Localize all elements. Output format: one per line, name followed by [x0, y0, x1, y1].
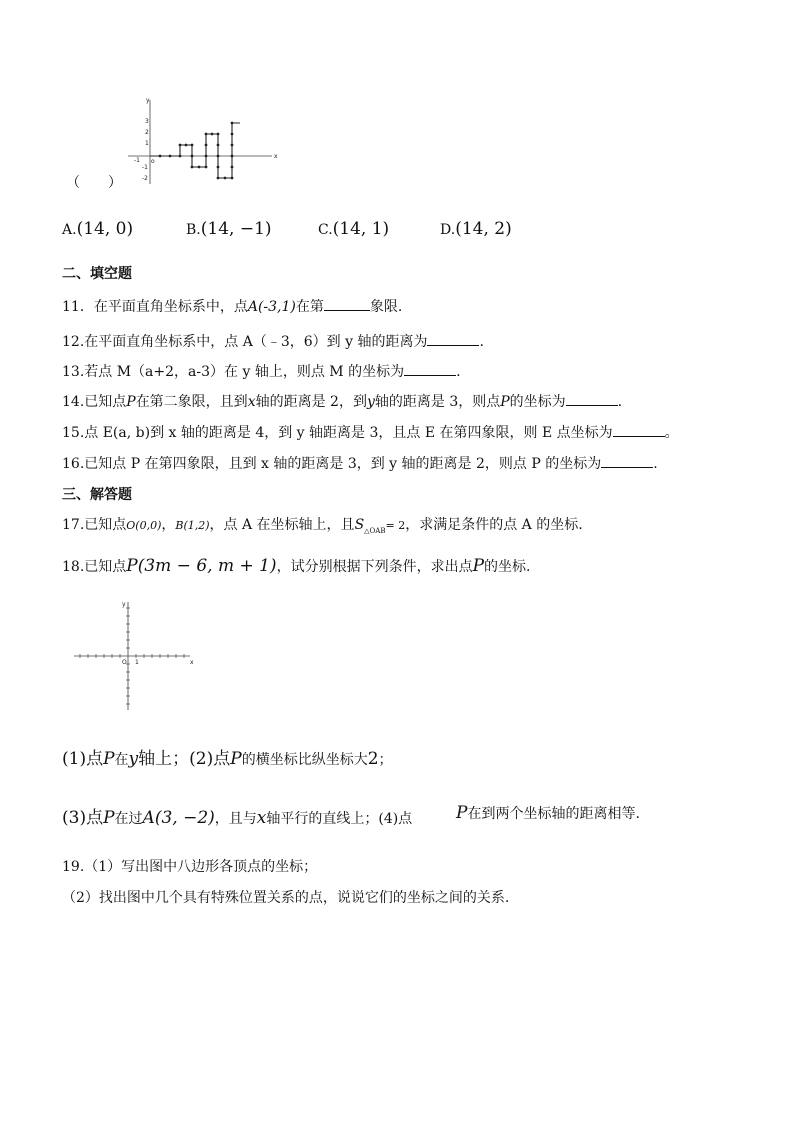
q15-end: 。: [664, 425, 679, 441]
q17-area-sub: △OAB: [364, 526, 386, 535]
q18-text3: 的坐标.: [484, 559, 531, 575]
question-12: [62, 331, 484, 351]
q18-1-text3: 轴上；(2)点: [138, 749, 231, 769]
figure1-tick-neg1: -1: [142, 164, 148, 171]
figure2-y-label: y: [122, 601, 126, 608]
q17-point-o: O(0,0): [126, 519, 162, 532]
q16-blank[interactable]: [601, 455, 653, 468]
figure1-tick-3: 3: [145, 118, 149, 125]
q10-answer-paren: （ ）: [66, 175, 122, 191]
q18-p: P: [472, 556, 485, 576]
q11-text2: 在第: [295, 299, 324, 315]
q17-text2: ，点 A 在坐标轴上，且: [209, 517, 355, 533]
q14-text5: 的坐标为: [509, 394, 566, 410]
q12-text: 12.在平面直角坐标系中，点 A（﹣3，6）到 y 轴的距离为: [62, 334, 428, 350]
question-19-part1: 19.（1）写出图中八边形各顶点的坐标；: [62, 859, 318, 875]
option-c-value: (14, 1): [332, 219, 390, 239]
q18-3-point-a: A(3, −2): [142, 808, 215, 828]
question-13: [62, 361, 461, 381]
q17-text: 17.已知点: [62, 517, 127, 533]
question-18-conditions-1-2: [62, 744, 393, 769]
q17-area-eq: = 2: [385, 519, 406, 532]
q18-1-text2: 在: [114, 752, 129, 768]
figure1-tick-2: 2: [145, 129, 149, 136]
q14-text4: 轴的距离是 3，则点: [374, 394, 501, 410]
option-d: [440, 219, 512, 239]
figure1-tick-1: 1: [145, 140, 149, 147]
q14-end: .: [617, 394, 623, 410]
q16-text: 16.已知点 P 在第四象限，且到 x 轴的距离是 3，到 y 轴的距离是 2，则点 P 的坐标为: [62, 456, 602, 472]
q12-blank[interactable]: [427, 333, 479, 346]
q14-text3: 轴的距离是 2，到: [255, 394, 367, 410]
figure2-origin: O: [122, 659, 127, 666]
option-a: [62, 219, 133, 239]
q18-3-text4: 轴平行的直线上；(4)点: [266, 811, 413, 827]
q13-blank[interactable]: [404, 363, 456, 376]
question-16: [62, 453, 658, 473]
option-d-letter: D.: [440, 222, 456, 238]
q18-2-p: P: [230, 749, 242, 769]
option-c: [318, 219, 389, 239]
q14-blank[interactable]: [566, 393, 618, 406]
q17-area-s: S: [354, 517, 365, 533]
q18-4-text: 在到两个坐标轴的距离相等.: [467, 806, 640, 822]
q18-2-end: ；: [378, 752, 393, 768]
staircase-path-figure: [120, 92, 280, 187]
question-19-part2: （2）找出图中几个具有特殊位置关系的点，说说它们的坐标之间的关系.: [62, 890, 510, 906]
figure1-y-label: y: [146, 97, 150, 104]
option-d-value: (14, 2): [455, 219, 512, 239]
question-11: [62, 296, 402, 316]
q15-text: 15.点 E(a, b)到 x 轴的距离是 4，到 y 轴距离是 3，且点 E 在第四象限，则 E 点坐标为: [62, 425, 613, 441]
option-a-letter: A.: [62, 222, 77, 238]
figure1-origin: o: [151, 158, 155, 165]
q18-3-p: P: [103, 808, 115, 828]
option-b: [186, 219, 272, 239]
q11-text: 11．在平面直角坐标系中，点: [62, 299, 248, 315]
q18-text2: ，试分别根据下列条件，求出点: [276, 559, 473, 575]
coordinate-axes-figure: [70, 596, 198, 714]
q14-text2: 在第二象限，且到: [135, 394, 248, 410]
option-a-value: (14, 0): [76, 219, 134, 239]
figure2-one: 1: [135, 659, 139, 666]
question-18-condition-4: [456, 803, 640, 823]
q18-4-p: P: [456, 803, 468, 823]
question-18: [62, 556, 530, 576]
q14-text: 14.已知点: [62, 394, 127, 410]
q16-end: .: [653, 456, 658, 472]
q18-3-text2: 在过: [114, 811, 143, 827]
section-fill-blank-heading: 二、填空题: [62, 266, 132, 282]
q18-3-text: (3)点: [62, 808, 104, 828]
figure1-minus-one: -1: [134, 157, 140, 164]
q18-2-text: 的横坐标比纵坐标大: [241, 752, 368, 768]
q13-text: 13.若点 M（a+2，a-3）在 y 轴上，则点 M 的坐标为: [62, 364, 405, 380]
q11-point: A(-3,1): [247, 299, 296, 315]
option-c-letter: C.: [318, 222, 333, 238]
option-b-letter: B.: [186, 222, 201, 238]
section-solve-heading: 三、解答题: [62, 487, 132, 503]
q18-1-text: (1)点: [62, 749, 104, 769]
q18-point-expr: P(3m − 6, m + 1): [126, 556, 277, 576]
q18-3-text3: ，且与: [214, 811, 257, 827]
question-15: [62, 422, 679, 442]
q18-2-number: 2: [367, 749, 379, 769]
q18-1-p: P: [103, 749, 115, 769]
q11-blank[interactable]: [324, 298, 370, 311]
q14-x: x: [247, 394, 256, 410]
q17-text3: ，求满足条件的点 A 的坐标.: [405, 517, 583, 533]
q18-3-x: x: [256, 808, 267, 828]
q12-end: .: [479, 334, 484, 350]
staircase-path: [150, 123, 240, 178]
q18-text: 18.已知点: [62, 559, 127, 575]
q14-p: P: [126, 394, 136, 410]
q14-y: y: [366, 394, 375, 410]
q15-blank[interactable]: [613, 424, 665, 437]
question-17: [62, 514, 583, 535]
q14-p2: P: [500, 394, 510, 410]
question-18-conditions-3-4: [62, 803, 412, 828]
question-14: [62, 391, 622, 411]
figure1-tick-neg2: -2: [142, 175, 148, 182]
q13-end: .: [456, 364, 461, 380]
option-b-value: (14, −1): [200, 219, 272, 239]
q17-point-b: B(1,2): [175, 519, 210, 532]
figure1-x-label: x: [274, 153, 278, 160]
figure2-x-label: x: [190, 659, 194, 666]
q11-text3: 象限.: [369, 299, 403, 315]
q17-comma: ，: [161, 517, 176, 533]
q18-1-y: y: [128, 749, 139, 769]
